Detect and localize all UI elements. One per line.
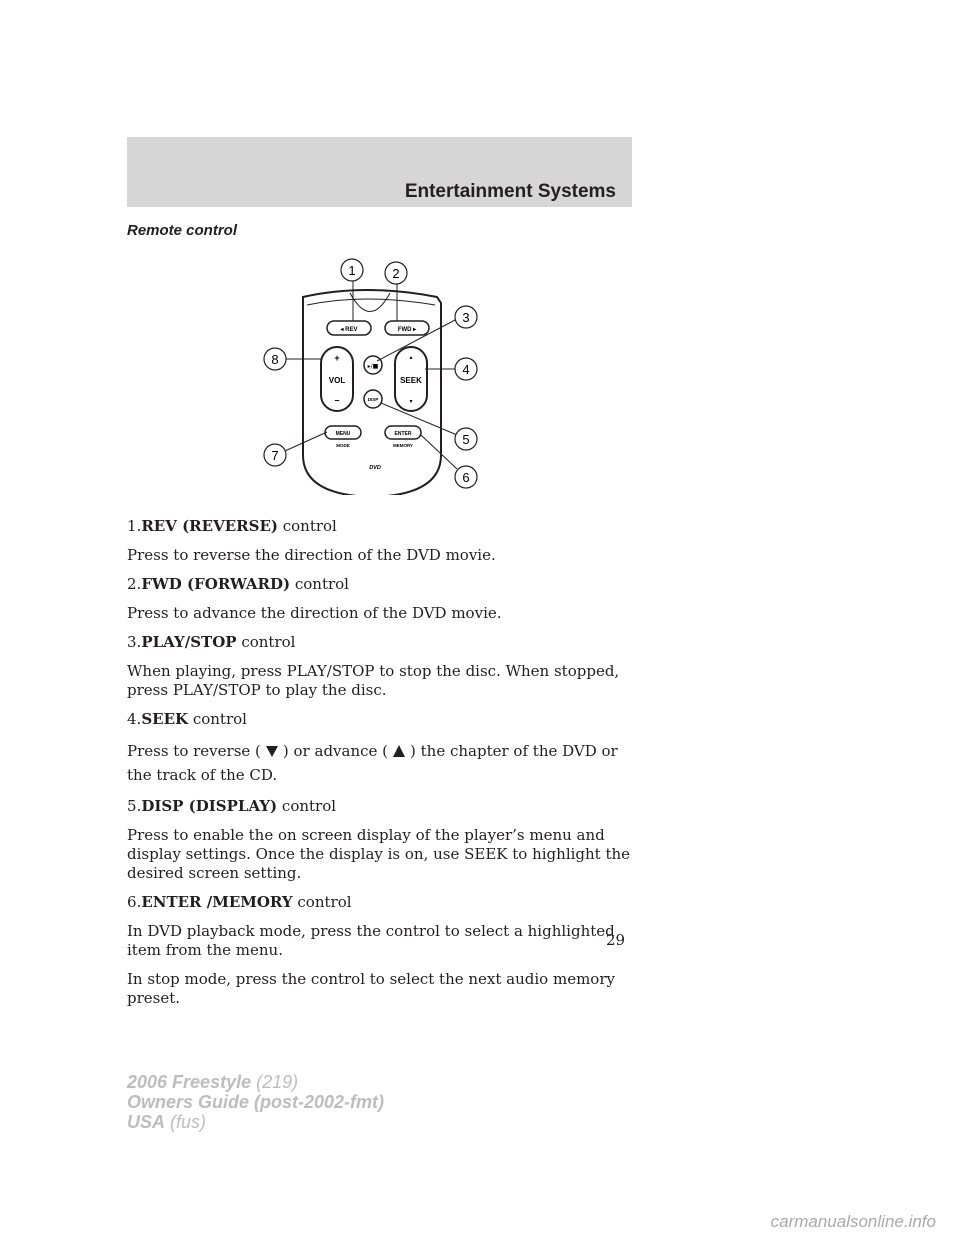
item-heading-1: 1.REV (REVERSE) control: [127, 517, 337, 535]
page-number: 29: [606, 931, 626, 949]
footer: 2006 Freestyle (219) Owners Guide (post-2002-fmt) USA (fus): [127, 1072, 385, 1132]
up-triangle-icon: [392, 744, 406, 758]
down-triangle-icon: [265, 744, 279, 758]
header-band: [127, 137, 632, 207]
vol-plus: +: [334, 353, 340, 363]
seek-label: SEEK: [400, 376, 422, 385]
disp-label: DISP: [367, 397, 379, 402]
item-heading-2: 2.FWD (FORWARD) control: [127, 575, 349, 593]
seek-down: ▾: [409, 399, 413, 405]
vol-minus: –: [334, 395, 340, 405]
item-desc-2: Press to advance the direction of the DVD movie.: [127, 604, 502, 622]
dvd-label: DVD: [369, 465, 381, 471]
page-header-title: Entertainment Systems: [404, 181, 616, 202]
play-stop-icon: ▸/■: [367, 363, 379, 370]
callout-5-label: 5: [462, 432, 470, 447]
item-desc-4: Press to reverse ( ) or advance ( ) the chapter of the DVD or the track of the CD.: [127, 742, 618, 784]
item-desc-1: Press to reverse the direction of the DVD movie.: [127, 546, 496, 564]
callout-8-label: 8: [271, 352, 279, 367]
item-heading-5: 5.DISP (DISPLAY) control: [127, 797, 337, 815]
menu-label: MENU: [335, 431, 351, 437]
callout-7-label: 7: [271, 448, 279, 463]
rev-label: ◂ REV: [340, 327, 358, 333]
vol-label: VOL: [328, 376, 346, 385]
section-title: Remote control: [127, 222, 238, 239]
memory-label: MEMORY: [392, 443, 414, 448]
item-desc-3: When playing, press PLAY/STOP to stop the disc. When stopped, press PLAY/STOP to play the disc.: [127, 662, 620, 699]
callout-6-label: 6: [462, 470, 470, 485]
watermark: carmanualsonline.info: [770, 1212, 936, 1231]
enter-label: ENTER: [394, 431, 412, 437]
mode-label: MODE: [336, 443, 350, 448]
fwd-label: FWD ▸: [397, 327, 417, 333]
instructions: [127, 517, 637, 1018]
seek-up: ▴: [409, 355, 413, 361]
callout-1-label: 1: [348, 263, 356, 278]
callout-3-label: 3: [462, 310, 470, 325]
item-desc-6: In DVD playback mode, press the control to select a highlighted item from the menu.: [127, 922, 615, 959]
item-heading-4: 4.SEEK control: [127, 710, 247, 728]
item-heading-3: 3.PLAY/STOP control: [127, 633, 296, 651]
item-heading-6: 6.ENTER /MEMORY control: [127, 893, 352, 911]
item-desc-6b: In stop mode, press the control to select the next audio memory preset.: [127, 970, 615, 1007]
item-desc-5: Press to enable the on screen display of the player’s menu and display settings. Once the display is on, use SEEK to highlight the desired screen setting.: [127, 826, 631, 882]
callout-4-label: 4: [462, 362, 470, 377]
remote-control-diagram: [255, 255, 495, 495]
callout-2-label: 2: [392, 266, 400, 281]
